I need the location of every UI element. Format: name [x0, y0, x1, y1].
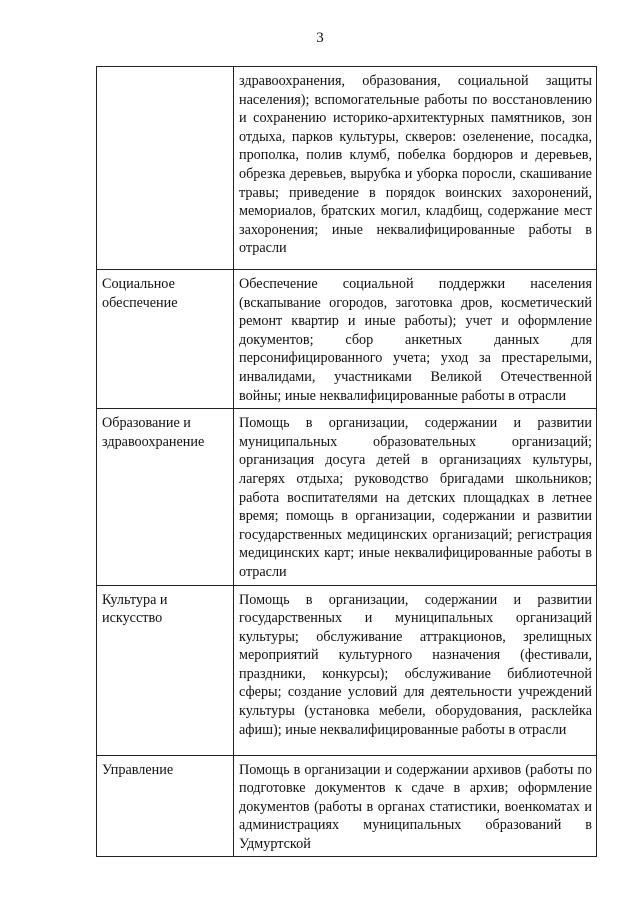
works-cell: здравоохранения, образования, социальной защиты населения); вспомогательные работы по восстановлению и сохранению историко-архитектурных памятников, зон отдыха, парков культуры, скверов: озеленение, посадка, прополка, полив клумб, побелка бордюров и деревьев, обрезка деревьев, вырубка и уборка поросли, скашивание травы; приведение в порядок воинских захоронений, мемориалов, братских могил, кладбищ, содержание мест захоронения; иные неквалифицированные работы в отрасли: [234, 67, 597, 270]
table-row: [97, 409, 597, 585]
work-types-table: [96, 66, 597, 857]
works-cell: Помощь в организации, содержании и развитии муниципальных образовательных организаций; организация досуга детей в организациях культуры, лагерях отдыха; руководство бригадами школьников; работа воспитателями на детских площадках в летнее время; помощь в организации, содержании и развитии государственных медицинских организаций; регистрация медицинских карт; иные неквалифицированные работы в отрасли: [234, 409, 597, 585]
sphere-cell: Образование и здравоохранение: [97, 409, 234, 585]
table-row: [97, 755, 597, 857]
page-number: 3: [316, 30, 324, 46]
sphere-cell: [97, 67, 234, 270]
sphere-cell: Культура и искусство: [97, 585, 234, 755]
works-cell: Помощь в организации и содержании архивов (работы по подготовке документов к сдаче в архив; оформление документов (работы в органах статистики, военкоматах и администрациях муниципальных образований в Удмуртской: [234, 755, 597, 857]
works-cell: Обеспечение социальной поддержки населения (вскапывание огородов, заготовка дров, косметический ремонт квартир и иные работы); учет и оформление документов; сбор анкетных данных для персонифицированного учета; уход за престарелыми, инвалидами, участниками Великой Отечественной войны; иные неквалифицированные работы в отрасли: [234, 270, 597, 409]
sphere-cell: Управление: [97, 755, 234, 857]
works-cell: Помощь в организации, содержании и развитии государственных и муниципальных организаций культуры; обслуживание аттракционов, зрелищных мероприятий культурного назначения (фестивали, праздники, конкурсы); обслуживание библиотечной сферы; создание условий для деятельности учреждений культуры (установка мебели, оборудования, расклейка афиш); иные неквалифицированные работы в отрасли: [234, 585, 597, 755]
table-row: [97, 270, 597, 409]
table-row: [97, 585, 597, 755]
table-row: [97, 67, 597, 270]
sphere-cell: Социальное обеспечение: [97, 270, 234, 409]
